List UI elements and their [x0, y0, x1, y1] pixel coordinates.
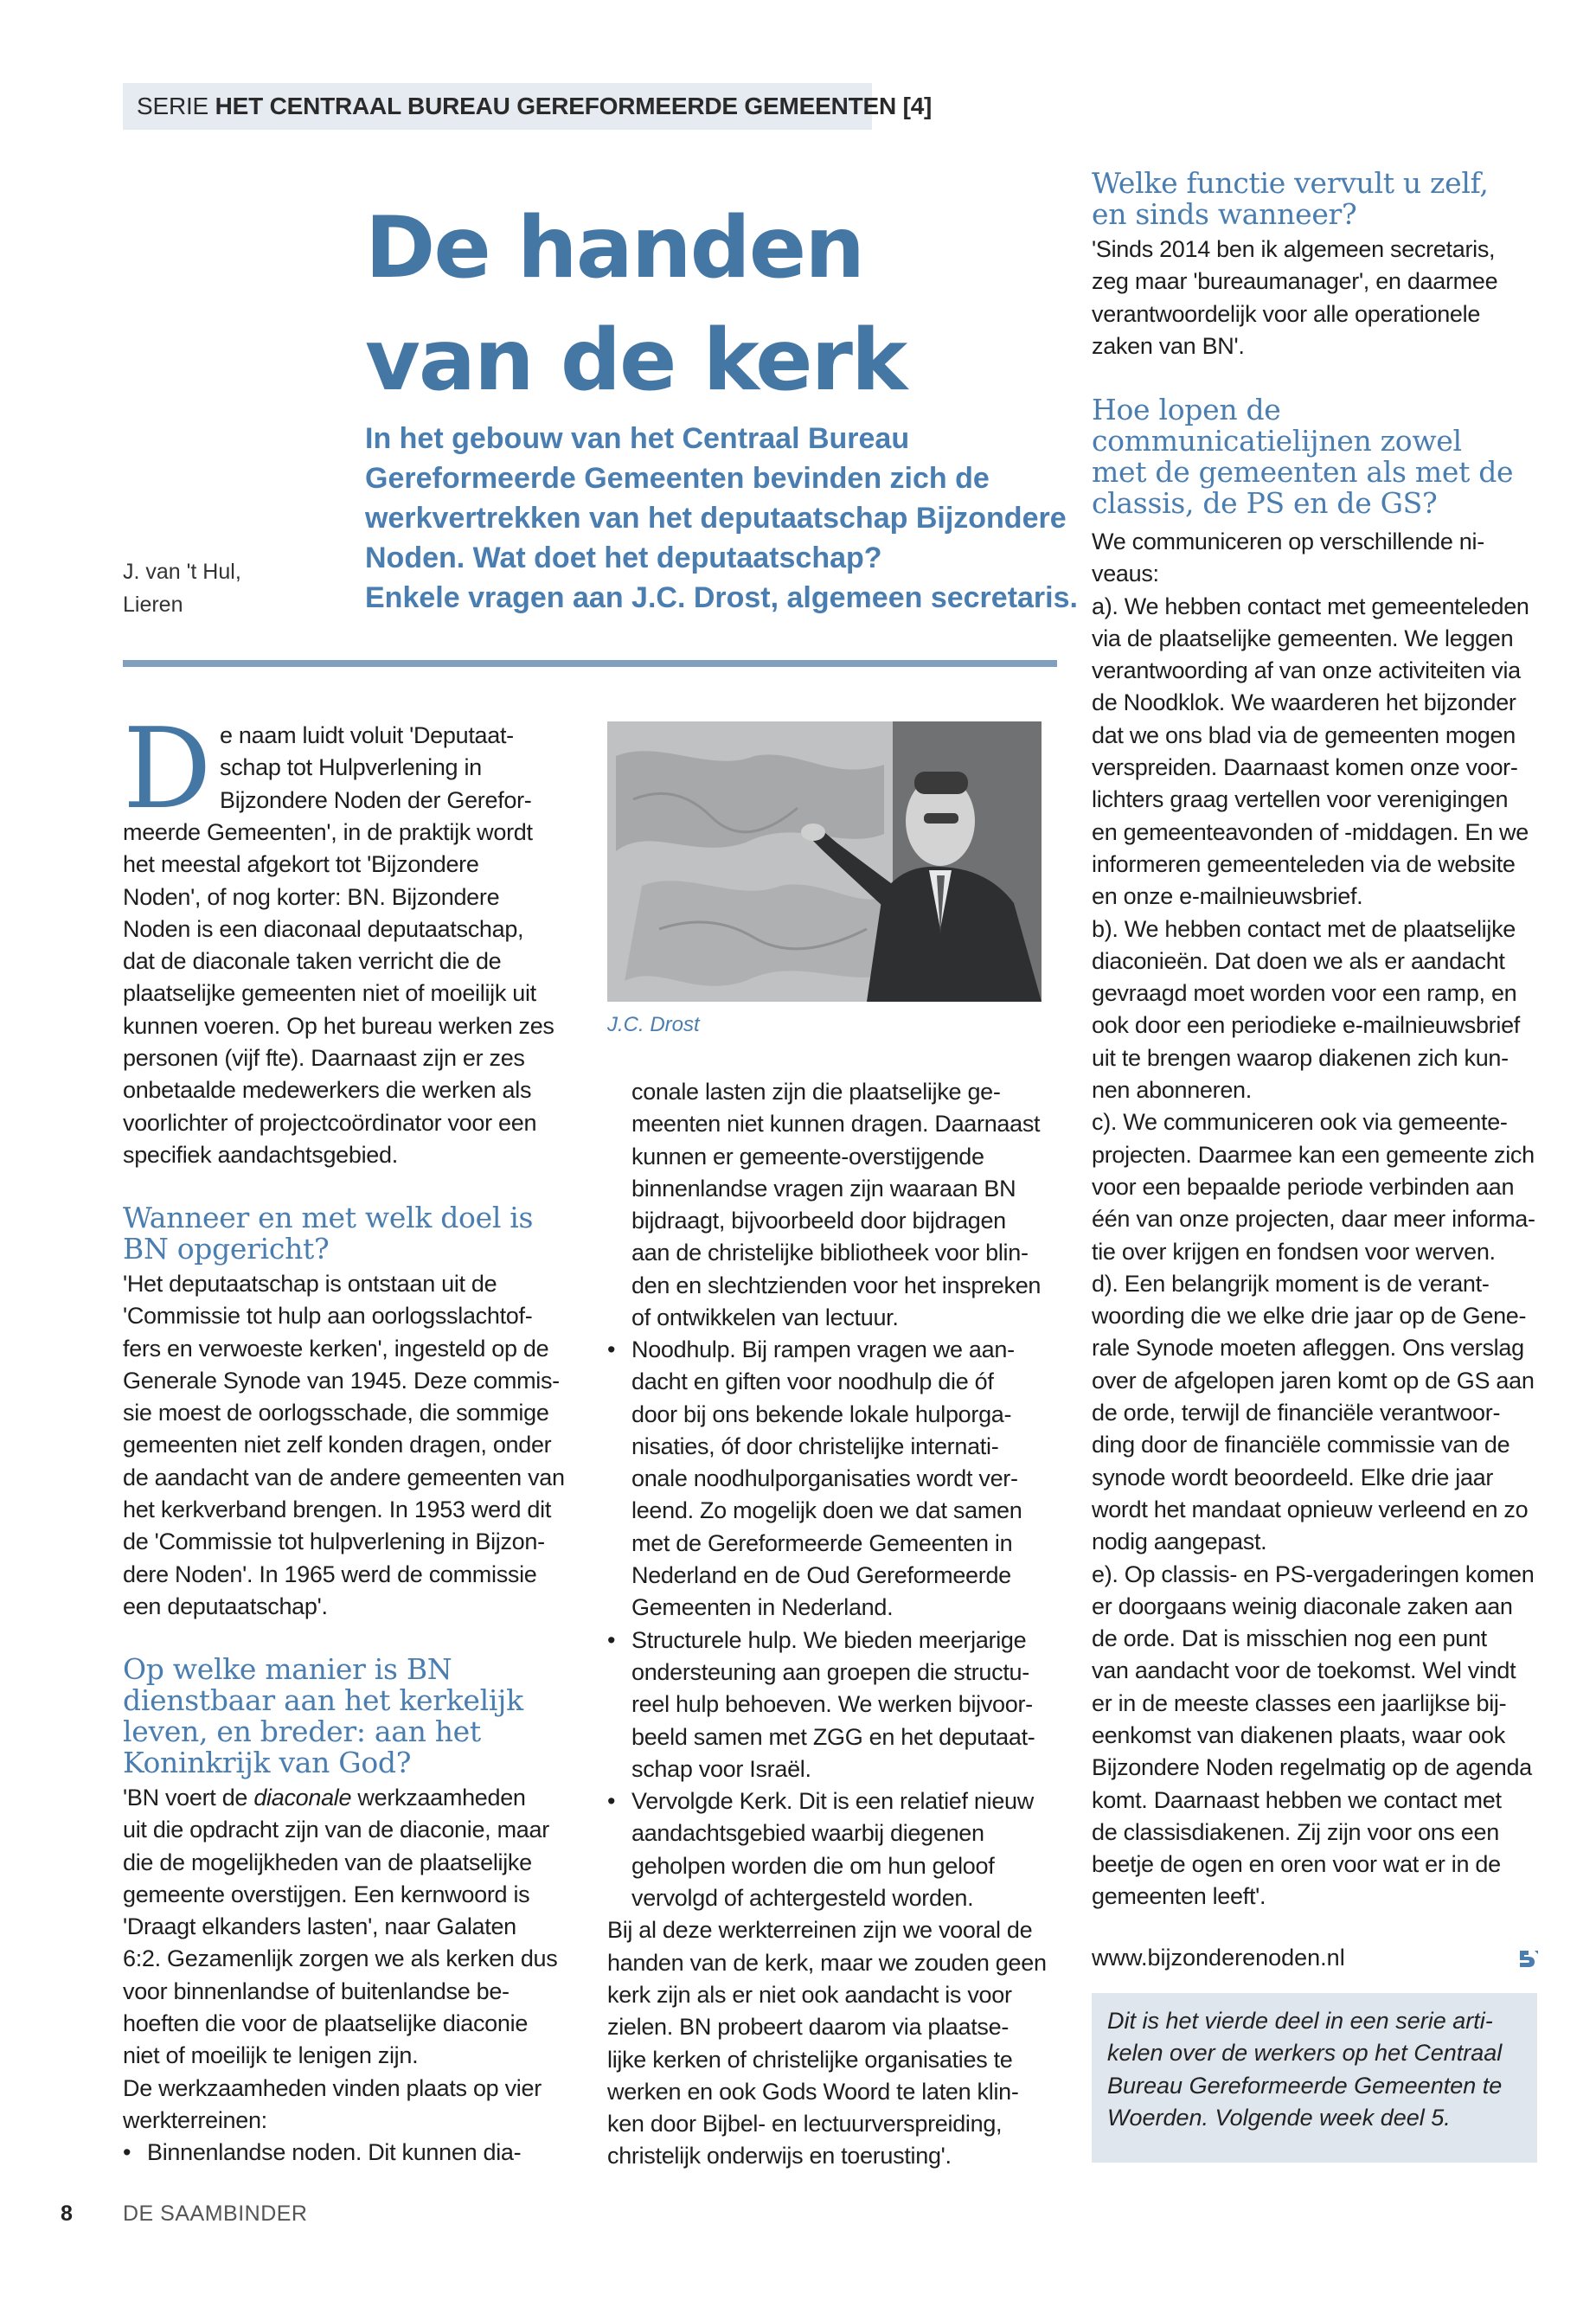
page-number: 8: [61, 2202, 73, 2226]
answer-4: We communiceren op verschillende ni- veaus: a). We hebben contact met gemeenteleden via de plaatselijke gemeenten. We leggen verantwoording af van onze activiteiten via de Noodklok. We waarderen het bijzonder dat we ons blad via de gemeenten mogen verspreiden. Daarnaast komen onze voor- lichters graag vertellen voor verenigingen en gemeenteavonden of -middagen. En we informeren gemeenteleden via de website en onze e-mailnieuwsbrief. b). We hebben contact met de plaatselijke diaconieën. Dat doen we als er aandacht gevraagd moet worden voor een ramp, en ook door een periodieke e-mailnieuwsbrief uit te brengen waarop diakenen zich kun- nen abonneren. c). We communiceren ook via gemeente- projecten. Daarmee kan een gemeente zich voor een bepaalde periode verbinden aan één van onze projecten, daar meer informa- tie over krijgen en fondsen voor werven. d). Een belangrijk moment is de verant- woording die we elke drie jaar op de Gene- rale Synode moeten afleggen. Ons verslag over de afgelopen jaren komt op de GS aan de orde, terwijl de financiële verantwoor- ding door de financiële commissie van de synode wordt beoordeeld. Elke drie jaar wordt het mandaat opnieuw verleend en zo nodig aangepast. e). Op classis- en PS-vergaderingen komen er doorgaans weinig diaconale zaken aan de orde. Dat is misschien nog een punt van aandacht voor de toekomst. Wel vindt er in de meeste classes een jaarlijkse bij- eenkomst van diakenen plaats, waar ook Bijzondere Noden regelmatig op de agenda komt. Daarnaast hebben we contact met de classisdiakenen. Zij zijn voor ons een beetje de ogen en oren voor wat er in de gemeenten leeft'.: [1092, 529, 1535, 1910]
intro-paragraph-wrapped: e naam luidt voluit 'Deputaat- schap tot Hulpverlening in Bijzondere Noden der Gerefor-: [220, 722, 532, 813]
end-mark-icon: [1517, 1948, 1540, 1969]
article-intro: In het gebouw van het Centraal Bureau Gereformeerde Gemeenten bevinden zich de werkvertrekken van het deputaatschap Bijzondere Noden. Wat doet het deputaatschap? Enkele vragen aan J.C. Drost, algemeen secretaris.: [365, 422, 1078, 614]
column-2-continuation: conale lasten zijn die plaatselijke ge- meenten niet kunnen dragen. Daarnaast kunnen er gemeente-overstijgende binnenlandse vragen zijn waaraan BN bijdraagt, bijvoorbeeld door bijdragen aan de christelijke bibliotheek voor blin- den en slechtzienden voor het inspreken of ontwikkelen van lectuur.: [631, 1079, 1042, 1331]
answer-1: 'Het deputaatschap is ontstaan uit de 'Commissie tot hulp aan oorlogsslachtof- fers en verwoeste kerken', ingesteld op de Generale Synode van 1945. Deze commis- sie moest de oorlogsschade, die sommige gemeenten niet zelf konden dragen, onder de aandacht van de andere gemeenten van het kerkverband brengen. In 1953 werd dit de 'Commissie tot hulpverlening in Bijzon- dere Noden'. In 1965 werd de commissie een deputaatschap'.: [123, 1271, 565, 1619]
photo-caption: J.C. Drost: [607, 1013, 700, 1036]
question-heading-4: Hoe lopen de communicatielijnen zowel met de gemeenten als met de classis, de PS en de GS?: [1092, 393, 1514, 520]
question-heading-1: Wanneer en met welk doel is BN opgericht?: [123, 1201, 534, 1266]
header-divider: [123, 660, 1057, 667]
article-title: De handen van de kerk: [365, 199, 907, 410]
series-note-text: Dit is het vierde deel in een serie arti- kelen over de werkers op het Centraal Bureau Gereformeerde Gemeenten te Woerden. Volgende week deel 5.: [1107, 2008, 1503, 2131]
answer-3: 'Sinds 2014 ben ik algemeen secretaris, zeg maar 'bureaumanager', en daarmee verantwoordelijk voor alle operationele zaken van BN'.: [1092, 236, 1498, 359]
photo-illustration: [607, 721, 1042, 1002]
bullet-list: • Noodhulp. Bij rampen vragen we aan- dacht en giften voor noodhulp die óf door bij ons bekende lokale hulporga- nisaties, óf door christelijke internati- onale noodhulporganisaties wordt ver- leend. Zo mogelijk doen we dat samen met de Gereformeerde Gemeenten in Nederland en de Oud Gereformeerde Gemeenten in Nederland. • Structurele hulp. We bieden meerjarige ondersteuning aan groepen die structu- reel hulp behoeven. We werken bijvoor- beeld samen met ZGG en het deputaat- schap voor Israël. • Vervolgde Kerk. Dit is een relatief nieuw aandachtsgebied waarbij diegenen geholpen worden die om hun geloof vervolgd of achtergesteld worden. Bij al deze werkterreinen zijn we vooral de handen van de kerk, maar we zouden geen kerk zijn als er niet ook aandacht is voor zielen. BN probeert daarom via plaatse- lijke kerken of christelijke organisaties te werken en ook Gods Woord te laten klin- ken door Bijbel- en lectuurverspreiding, christelijk onderwijs en toerusting'.: [607, 1334, 1047, 2173]
question-heading-3: Welke functie vervult u zelf, en sinds wanneer?: [1092, 166, 1489, 231]
bullet-item-structurele-hulp: • Structurele hulp. We bieden meerjarige ondersteuning aan groepen die structu- reel hulp behoeven. We werken bijvoor- beeld samen met ZGG en het deputaat- schap voor Israël.: [607, 1626, 1035, 1782]
drop-cap: D: [123, 705, 212, 834]
bullet-item-noodhulp: • Noodhulp. Bij rampen vragen we aan- dacht en giften voor noodhulp die óf door bij ons bekende lokale hulporga- nisaties, óf door christelijke internati- onale noodhulporganisaties wordt ver- leend. Zo mogelijk doen we dat samen met de Gereformeerde Gemeenten in Nederland en de Oud Gereformeerde Gemeenten in Nederland.: [607, 1336, 1022, 1621]
website-link[interactable]: www.bijzonderenoden.nl: [1092, 1945, 1345, 1971]
intro-paragraph: meerde Gemeenten', in de praktijk wordt het meestal afgekort tot 'Bijzondere Noden', of nog korter: BN. Bijzondere Noden is een diaconaal deputaatschap, dat de diaconale taken verricht die de plaatselijke gemeenten niet of moeilijk uit kunnen voeren. Op het bureau werken zes personen (vijf fte). Daarnaast zijn er zes onbetaalde medewerkers die werken als voorlichter of projectcoördinator voor een specifiek aandachtsgebied.: [123, 819, 554, 1168]
question-heading-2: Op welke manier is BN dienstbaar aan het kerkelijk leven, en breder: aan het Koninkrijk van God?: [123, 1652, 523, 1779]
bullet-item: • Binnenlandse noden. Dit kunnen dia-: [123, 2139, 522, 2166]
author-byline: J. van 't Hul, Lieren: [123, 560, 241, 617]
portrait-photo: [607, 721, 1042, 1002]
magazine-name: DE SAAMBINDER: [123, 2202, 308, 2226]
series-label: SERIE HET CENTRAAL BUREAU GEREFORMEERDE GEMEENTEN [4]: [137, 93, 933, 119]
answer-2: 'BN voert de diaconale werkzaamheden uit die opdracht zijn van de diaconie, maar die de mogelijkheden van de plaatselijke gemeente overstijgen. Een kernwoord is 'Draagt elkanders lasten', naar Galaten 6:2. Gezamenlijk zorgen we als kerken dus voor binnenlandse of buitenlandse be- hoeften die voor de plaatselijke diaconie niet of moeilijk te lenigen zijn. De werkzaamheden vinden plaats op vier werkterreinen: • Binnenlandse noden. Dit kunnen dia-: [123, 1782, 557, 2170]
bullet-item-vervolgde-kerk: • Vervolgde Kerk. Dit is een relatief nieuw aandachtsgebied waarbij diegenen geholpen worden die om hun geloof vervolgd of achtergesteld worden.: [607, 1788, 1034, 1912]
